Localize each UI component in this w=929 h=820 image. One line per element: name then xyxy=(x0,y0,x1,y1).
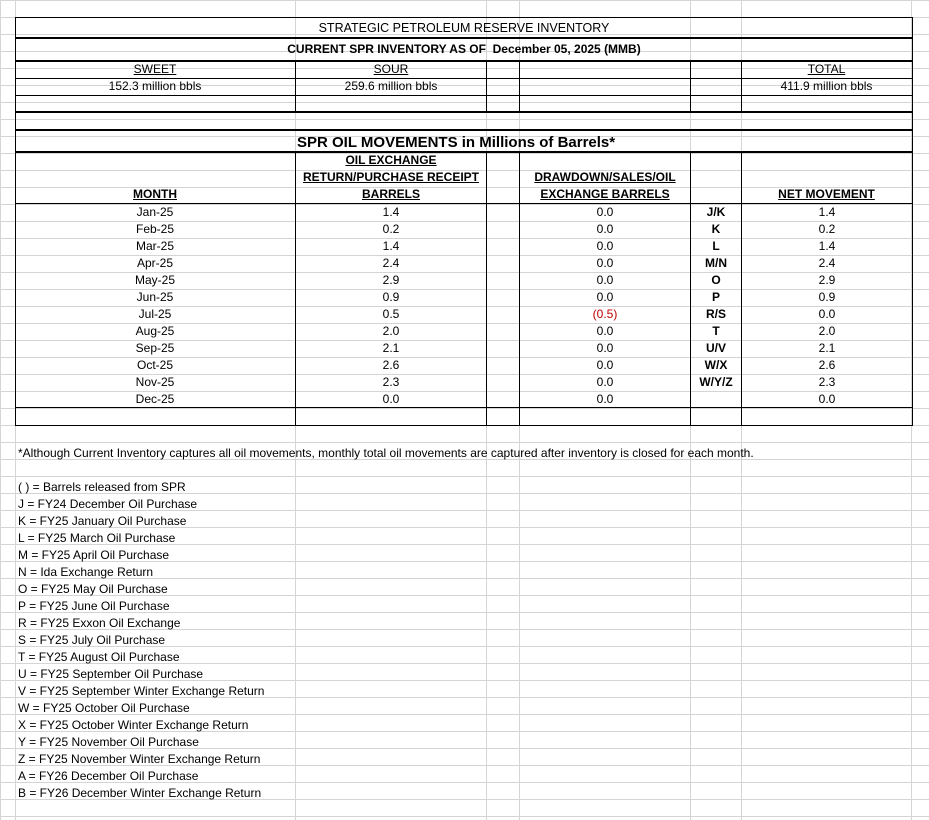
col-drawdown-line2: EXCHANGE BARRELS xyxy=(540,187,670,201)
legend-item: U = FY25 September Oil Purchase xyxy=(18,667,204,681)
row-net: 0.2 xyxy=(818,222,836,236)
sweet-label: SWEET xyxy=(133,62,177,76)
report-title: STRATEGIC PETROLEUM RESERVE INVENTORY xyxy=(318,21,610,35)
row-exchange: 1.4 xyxy=(382,205,400,219)
footnote: *Although Current Inventory captures all oil movements, monthly total oil movements are captured after inventory is closed for each month. xyxy=(18,446,754,460)
row-exchange: 2.6 xyxy=(382,358,400,372)
row-code: W/Y/Z xyxy=(699,375,733,389)
row-drawdown: 0.0 xyxy=(596,273,614,287)
row-drawdown: 0.0 xyxy=(596,324,614,338)
legend-item: S = FY25 July Oil Purchase xyxy=(18,633,166,647)
col-exchange-line2: RETURN/PURCHASE RECEIPT xyxy=(302,170,479,184)
row-net: 2.4 xyxy=(818,256,836,270)
row-code: W/X xyxy=(704,358,728,372)
legend-item: B = FY26 December Winter Exchange Return xyxy=(18,786,262,800)
report-subtitle xyxy=(15,41,913,58)
row-exchange: 0.9 xyxy=(382,290,400,304)
row-code: J/K xyxy=(706,205,726,219)
row-code: R/S xyxy=(705,307,726,321)
legend-item: V = FY25 September Winter Exchange Return xyxy=(18,684,265,698)
row-month: Oct-25 xyxy=(136,358,173,372)
row-net: 0.0 xyxy=(818,392,836,406)
row-drawdown: 0.0 xyxy=(596,341,614,355)
row-exchange: 0.2 xyxy=(382,222,400,236)
row-net: 0.9 xyxy=(818,290,836,304)
total-label: TOTAL xyxy=(807,62,846,76)
legend-item: Y = FY25 November Oil Purchase xyxy=(18,735,199,749)
legend-item: M = FY25 April Oil Purchase xyxy=(18,548,170,562)
row-drawdown: 0.0 xyxy=(596,205,614,219)
row-net: 1.4 xyxy=(818,205,836,219)
as-of-date: December 05, 2025 xyxy=(492,42,601,56)
legend-item: Z = FY25 November Winter Exchange Return xyxy=(18,752,261,766)
row-code: M/N xyxy=(705,256,727,270)
row-code: K xyxy=(711,222,721,236)
legend-item: P = FY25 June Oil Purchase xyxy=(18,599,170,613)
row-exchange: 2.1 xyxy=(382,341,400,355)
subtitle-prefix: CURRENT SPR INVENTORY AS OF xyxy=(287,42,486,56)
col-exchange-line3: BARRELS xyxy=(361,187,420,201)
row-drawdown: 0.0 xyxy=(596,375,614,389)
legend-item: O = FY25 May Oil Purchase xyxy=(18,582,168,596)
row-exchange: 2.0 xyxy=(382,324,400,338)
units: (MMB) xyxy=(604,42,641,56)
legend-item: J = FY24 December Oil Purchase xyxy=(18,497,198,511)
row-code: T xyxy=(712,324,720,338)
row-code: U/V xyxy=(705,341,726,355)
sour-label: SOUR xyxy=(373,62,409,76)
row-drawdown: 0.0 xyxy=(596,256,614,270)
row-net: 2.9 xyxy=(818,273,836,287)
row-drawdown: 0.0 xyxy=(596,239,614,253)
row-month: Jan-25 xyxy=(136,205,174,219)
row-net: 2.6 xyxy=(818,358,836,372)
row-exchange: 2.4 xyxy=(382,256,400,270)
legend-item: N = Ida Exchange Return xyxy=(18,565,154,579)
row-exchange: 2.9 xyxy=(382,273,400,287)
row-month: Nov-25 xyxy=(135,375,175,389)
legend-item: A = FY26 December Oil Purchase xyxy=(18,769,199,783)
row-month: Sep-25 xyxy=(135,341,175,355)
row-month: Apr-25 xyxy=(136,256,174,270)
col-net: NET MOVEMENT xyxy=(778,187,875,201)
legend-item: K = FY25 January Oil Purchase xyxy=(18,514,187,528)
col-drawdown-line1: DRAWDOWN/SALES/OIL xyxy=(534,170,676,184)
row-drawdown: 0.0 xyxy=(596,392,614,406)
row-exchange: 0.5 xyxy=(382,307,400,321)
legend-item: X = FY25 October Winter Exchange Return xyxy=(18,718,249,732)
row-drawdown: (0.5) xyxy=(592,307,618,321)
row-month: Jun-25 xyxy=(136,290,174,304)
col-exchange-line1: OIL EXCHANGE xyxy=(345,153,437,167)
row-month: Mar-25 xyxy=(135,239,174,253)
row-code: L xyxy=(712,239,720,253)
row-exchange: 1.4 xyxy=(382,239,400,253)
row-net: 0.0 xyxy=(818,307,836,321)
row-drawdown: 0.0 xyxy=(596,290,614,304)
row-net: 2.1 xyxy=(818,341,836,355)
legend-item: L = FY25 March Oil Purchase xyxy=(18,531,176,545)
row-month: Feb-25 xyxy=(135,222,175,236)
movements-heading: SPR OIL MOVEMENTS in Millions of Barrels* xyxy=(297,134,616,151)
row-exchange: 2.3 xyxy=(382,375,400,389)
legend-item: ( ) = Barrels released from SPR xyxy=(18,480,186,494)
legend-item: R = FY25 Exxon Oil Exchange xyxy=(18,616,181,630)
row-drawdown: 0.0 xyxy=(596,222,614,236)
total-value: 411.9 million bbls xyxy=(780,79,873,93)
row-month: May-25 xyxy=(134,273,175,287)
sour-value: 259.6 million bbls xyxy=(344,79,438,93)
col-month: MONTH xyxy=(133,187,177,201)
legend-item: T = FY25 August Oil Purchase xyxy=(18,650,180,664)
row-exchange: 0.0 xyxy=(382,392,400,406)
row-code: P xyxy=(711,290,720,304)
row-net: 2.0 xyxy=(818,324,836,338)
legend-item: W = FY25 October Oil Purchase xyxy=(18,701,190,715)
row-month: Aug-25 xyxy=(135,324,175,338)
sweet-value: 152.3 million bbls xyxy=(108,79,202,93)
row-net: 1.4 xyxy=(818,239,836,253)
row-net: 2.3 xyxy=(818,375,836,389)
row-month: Dec-25 xyxy=(135,392,175,406)
row-month: Jul-25 xyxy=(138,307,172,321)
row-drawdown: 0.0 xyxy=(596,358,614,372)
row-code: O xyxy=(711,273,721,287)
